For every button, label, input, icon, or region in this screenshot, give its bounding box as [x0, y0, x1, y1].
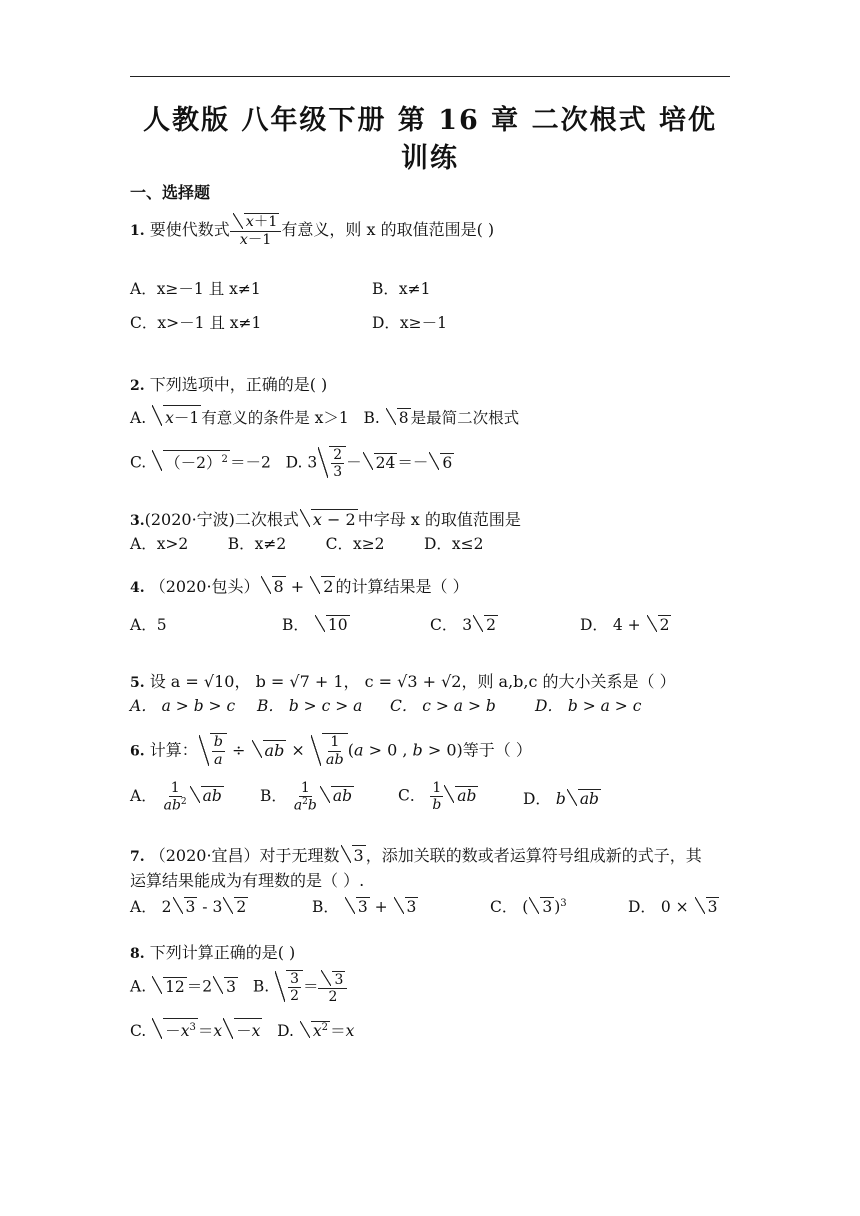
- question-5: [130, 669, 676, 692]
- question-text: 下列选项中，正确的是( ): [149, 375, 328, 394]
- option-d[interactable]: D． b > a > c: [535, 697, 642, 715]
- question-text: (2020·宁波)二次根式: [144, 510, 299, 529]
- question-text: （2020·宜昌）对于无理数: [149, 846, 340, 865]
- question-1: [130, 213, 494, 248]
- question-number: 8.: [130, 946, 145, 962]
- option-a[interactable]: A．5: [130, 616, 167, 634]
- question-number: 6.: [130, 743, 145, 760]
- question-text: 下列计算正确的是( ): [149, 943, 296, 962]
- option-d[interactable]: D.: [277, 1022, 294, 1040]
- question-2: [130, 372, 327, 395]
- option-a[interactable]: A． a > b > c: [130, 697, 236, 715]
- question-text: 要使代数式: [149, 220, 230, 240]
- options-row[interactable]: A．x>2 B．x≠2 C．x≥2 D．x≤2: [130, 535, 484, 553]
- title-line-2: 训练: [401, 143, 459, 174]
- page-title: [130, 102, 730, 178]
- question-4: 4. （2020·包头） 8 + 2 的计算结果是（ ）: [130, 577, 469, 596]
- section-heading: 一、选择题: [130, 183, 211, 202]
- title-line-1: 人教版 八年级下册 第 16 章 二次根式 培优: [143, 105, 717, 136]
- math-expression: $\frac{2}{3}$: [318, 446, 346, 480]
- question-text: 设 a = √10， b = √7 + 1， c = √3 + √2，则 a,b,c 的大小关系是（ ）: [149, 672, 676, 691]
- question-number: 5.: [130, 675, 145, 691]
- option-c[interactable]: C．x>－1 且 x≠1: [130, 314, 262, 332]
- option-c[interactable]: C. $-x^3 =x -x$ D. $x^2 =x$: [130, 1018, 354, 1041]
- option-d[interactable]: D． b ab: [523, 790, 599, 808]
- option-a[interactable]: A. x－1 有意义的条件是 x＞1 B. 8 是最简二次根式: [130, 405, 519, 428]
- question-7: [130, 843, 702, 866]
- question-text: 中字母 x 的取值范围是: [357, 510, 521, 529]
- question-text: 计算：: [149, 740, 198, 760]
- question-number: 3.: [130, 513, 145, 529]
- option-b[interactable]: B.: [252, 977, 270, 996]
- question-6: 6. 计算： $\frac{b}{a}$ ÷ ab × $\frac{1}{ab}$ (a > 0 , b > 0)等于（ ）: [130, 734, 532, 768]
- option-b[interactable]: B． b > c > a: [257, 697, 363, 715]
- option-a[interactable]: A． $\frac{1}{ab^2}$ ab: [130, 780, 222, 814]
- math-expression: $\frac{b}{a}$: [199, 733, 227, 768]
- option-c[interactable]: C． c > a > b: [390, 697, 496, 715]
- option-b[interactable]: B． 3 + 3: [312, 898, 417, 916]
- question-7-line-2: 运算结果能成为有理数的是（ ）.: [130, 871, 365, 890]
- question-number: 4.: [130, 580, 145, 596]
- question-3: [130, 507, 521, 530]
- option-c[interactable]: C． 3 2: [430, 616, 497, 634]
- option-b[interactable]: B． 10: [282, 616, 348, 634]
- option-c[interactable]: C. $(-2)^2 =-2$ D. 3 $\frac{2}{3}$ － 24 ＝－ 6: [130, 447, 453, 481]
- math-expression: 3: [341, 845, 366, 865]
- question-number: 7.: [130, 849, 145, 865]
- math-expression: x − 2: [300, 509, 358, 529]
- option-a[interactable]: A. 12 ＝2 3 B. $\frac{3}{2}$ ＝ $\frac{3}{2}$: [130, 970, 347, 1005]
- option-d[interactable]: D． 0 × 3: [628, 898, 718, 916]
- option-b[interactable]: B．x≠1: [372, 280, 431, 298]
- option-c[interactable]: C． ( 3 )$^3$: [490, 897, 567, 916]
- option-d[interactable]: D．x≥－1: [372, 314, 448, 332]
- math-expression: 8: [261, 576, 286, 596]
- option-a[interactable]: A．x≥－1 且 x≠1: [130, 280, 261, 298]
- question-text: ，添加关联的数或者运算符号组成新的式子，其: [365, 846, 702, 865]
- question-text: 等于（ ）: [462, 740, 532, 760]
- option-d[interactable]: D． 4 + 2: [580, 616, 670, 634]
- math-expression: $(-2)^2$: [152, 450, 230, 473]
- question-text: （2020·包头）: [149, 577, 260, 596]
- math-expression: $\frac{x+1}{x-1}$: [230, 213, 282, 248]
- question-8: [130, 940, 295, 963]
- math-expression: 8: [386, 408, 411, 427]
- question-number: 2.: [130, 378, 145, 394]
- option-a[interactable]: A． 2 3 - 3 2: [130, 898, 247, 916]
- header-rule: [130, 76, 730, 77]
- question-text: 的计算结果是（ ）: [335, 577, 469, 596]
- math-expression: x－1: [152, 405, 201, 428]
- option-c[interactable]: C． $\frac{1}{b}$ ab: [398, 780, 477, 814]
- question-number: 1.: [130, 223, 145, 240]
- option-b[interactable]: B． $\frac{1}{a^2b}$ ab: [260, 780, 353, 814]
- question-text: 有意义，则 x 的取值范围是( ): [281, 220, 495, 240]
